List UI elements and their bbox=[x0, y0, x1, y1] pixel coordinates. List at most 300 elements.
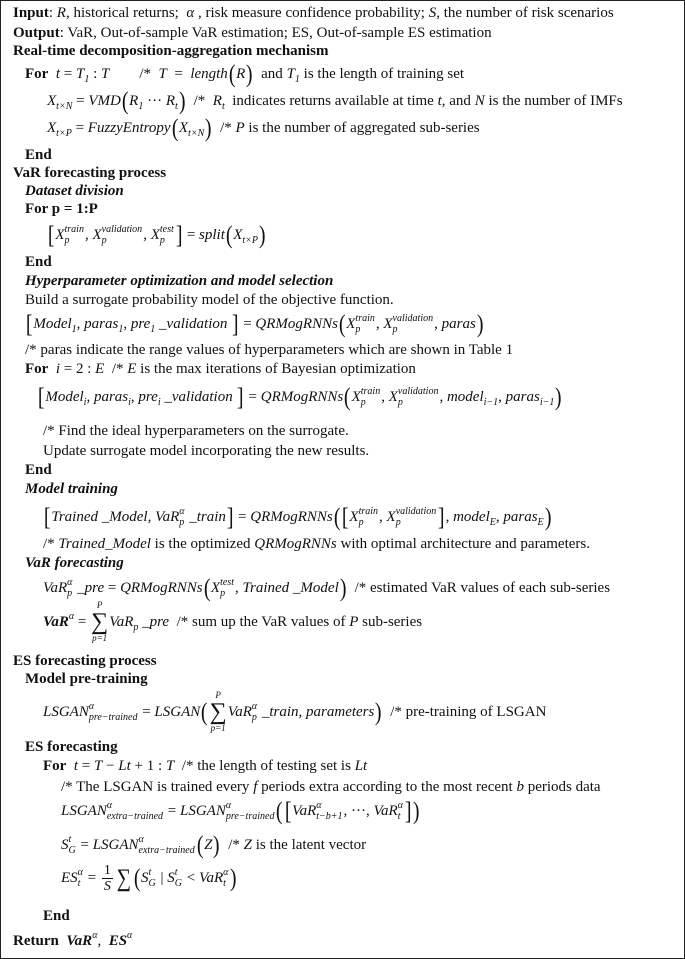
text: /* paras indicate the range values of hyperparameters which are shown in Table 1 bbox=[25, 341, 514, 358]
math-italic: pre bbox=[138, 388, 158, 405]
bold-text: End bbox=[25, 253, 52, 270]
math-italic: E bbox=[127, 360, 137, 377]
bracket: [ bbox=[341, 503, 349, 531]
math-italic: T bbox=[286, 65, 295, 82]
bold-text: ES forecasting process bbox=[13, 652, 157, 669]
text: is the number of IMFs bbox=[484, 92, 623, 109]
text: and bbox=[253, 65, 287, 82]
superscript: α bbox=[68, 610, 75, 622]
superscript: t bbox=[68, 834, 72, 845]
subscript: p bbox=[392, 324, 398, 335]
math-italic: QRMogRNNs bbox=[255, 315, 338, 332]
super-subscript bbox=[220, 577, 234, 599]
subscript: i−1 bbox=[483, 396, 499, 408]
bold-italic-text: VaR bbox=[66, 932, 93, 949]
bracket: ( bbox=[338, 310, 346, 338]
math-italic: paras bbox=[93, 388, 129, 405]
denominator: S bbox=[103, 878, 111, 894]
math-italic: X bbox=[47, 119, 57, 136]
math-italic: VaR bbox=[43, 579, 68, 596]
subscript: p bbox=[355, 324, 361, 335]
superscript: t bbox=[148, 867, 152, 878]
algorithm-line bbox=[13, 2, 614, 24]
superscript: train bbox=[358, 506, 379, 517]
super-subscript bbox=[65, 224, 84, 246]
math-italic: Z bbox=[204, 836, 213, 853]
bold-text: For p = 1:P bbox=[25, 200, 98, 217]
text: sub-series bbox=[358, 613, 423, 630]
math-italic: E bbox=[95, 360, 105, 377]
math-italic: paras bbox=[505, 388, 540, 405]
text: is the number of aggregated sub-series bbox=[244, 119, 480, 136]
math-italic: S bbox=[428, 4, 437, 21]
text: /* the length of testing set is bbox=[174, 757, 355, 774]
text: = bbox=[78, 757, 94, 774]
sum-lower-limit: p=1 bbox=[92, 633, 108, 643]
text: = bbox=[234, 508, 251, 525]
algorithm-line bbox=[61, 797, 421, 825]
text: , bbox=[234, 579, 243, 596]
text: Build a surrogate probability model of the objective function. bbox=[25, 291, 394, 308]
algorithm-line bbox=[25, 310, 484, 338]
text bbox=[48, 361, 56, 378]
text: /* bbox=[43, 535, 59, 552]
subscript: p bbox=[64, 235, 70, 246]
bracket: ∑ bbox=[116, 864, 131, 892]
math-italic: VMD bbox=[88, 92, 121, 109]
math-italic: T bbox=[93, 757, 103, 774]
super-subscript bbox=[78, 867, 83, 889]
subscript: G bbox=[148, 878, 156, 889]
superscript: validation bbox=[397, 386, 439, 397]
sum-lower-limit: p=1 bbox=[210, 723, 226, 733]
math-italic: X bbox=[383, 315, 393, 332]
math-italic: f bbox=[253, 778, 258, 795]
text: , ···, bbox=[343, 802, 374, 819]
subscript: t bbox=[223, 878, 226, 889]
super-subscript bbox=[398, 800, 403, 822]
bold-text: End bbox=[25, 461, 52, 478]
math-italic: split bbox=[199, 226, 225, 243]
math-italic: P bbox=[349, 613, 359, 630]
superscript: α bbox=[397, 800, 403, 811]
super-subscript bbox=[361, 386, 380, 408]
superscript: test bbox=[220, 577, 234, 588]
text: : VaR, Out-of-sample VaR estimation; ES, Out-of-sample ES estimation bbox=[59, 24, 492, 41]
subscript: t×N bbox=[188, 127, 205, 139]
text: /* bbox=[186, 92, 213, 109]
bracket: ) bbox=[213, 831, 220, 859]
math-italic: QRMogRNNs bbox=[120, 579, 203, 596]
algorithm-line bbox=[43, 440, 369, 462]
math-italic: pre bbox=[130, 315, 151, 332]
super-subscript bbox=[179, 506, 184, 528]
subscript: 1 bbox=[71, 323, 77, 335]
math-italic: t bbox=[73, 757, 78, 774]
math-italic: Lt bbox=[354, 757, 368, 774]
superscript: validation bbox=[101, 224, 143, 235]
superscript: α bbox=[92, 929, 98, 941]
text: , bbox=[130, 388, 139, 405]
math-italic: R bbox=[56, 4, 66, 21]
algorithm-line bbox=[25, 60, 465, 88]
math-italic: paras bbox=[84, 315, 119, 332]
math-italic: R bbox=[165, 92, 176, 109]
subscript: i bbox=[157, 396, 161, 408]
subscript: t×N bbox=[56, 100, 73, 112]
text: , bbox=[86, 388, 94, 405]
text: , risk measure confidence probability; bbox=[194, 4, 429, 21]
text: = bbox=[164, 802, 180, 819]
math-italic: paras bbox=[503, 508, 538, 525]
text bbox=[48, 66, 56, 83]
math-italic: FuzzyEntropy bbox=[87, 119, 171, 136]
text: periods extra according to the most recent bbox=[257, 778, 517, 795]
subscript: t bbox=[77, 878, 81, 889]
super-subscript bbox=[175, 867, 182, 889]
math-italic: X bbox=[346, 315, 356, 332]
bold-italic-text: Hyperparameter optimization and model selection bbox=[25, 272, 334, 289]
subscript: pre−trained bbox=[88, 712, 138, 723]
math-italic: R bbox=[236, 65, 246, 82]
sum-upper-limit: P bbox=[96, 600, 103, 610]
math-italic: S bbox=[61, 836, 69, 853]
bracket: [ bbox=[47, 221, 55, 249]
math-italic: VaR bbox=[292, 802, 317, 819]
math-italic: X bbox=[210, 579, 221, 596]
subscript: p bbox=[251, 712, 257, 723]
subscript: 1 bbox=[118, 323, 124, 335]
bracket: ( bbox=[225, 221, 233, 249]
bracket: ] bbox=[231, 310, 239, 338]
algorithm-line bbox=[25, 552, 124, 574]
bold-italic-text: Dataset division bbox=[25, 182, 124, 199]
algorithm-line bbox=[25, 289, 394, 311]
math-italic: VaR bbox=[227, 703, 252, 720]
super-subscript bbox=[398, 386, 439, 408]
math-italic: _train, parameters bbox=[258, 703, 375, 720]
superscript: α bbox=[88, 701, 95, 712]
algorithm-line bbox=[25, 358, 416, 380]
text: Update surrogate model incorporating the new results. bbox=[43, 442, 370, 459]
text: = bbox=[72, 92, 89, 109]
math-italic: _validation bbox=[160, 388, 237, 405]
math-italic: LSGAN bbox=[180, 802, 226, 819]
bracket: ) bbox=[476, 310, 484, 338]
text: + 1 : bbox=[130, 757, 166, 774]
math-italic: T bbox=[158, 65, 167, 82]
math-italic: Lt bbox=[118, 757, 131, 774]
math-italic: X bbox=[178, 119, 189, 136]
text: = bbox=[166, 65, 191, 82]
super-subscript bbox=[69, 834, 76, 856]
sigma-symbol: ∑ bbox=[209, 699, 227, 725]
subscript: G bbox=[68, 845, 76, 856]
math-italic: N bbox=[474, 92, 485, 109]
text: < bbox=[183, 869, 199, 886]
text: , bbox=[434, 315, 442, 332]
bracket: [ bbox=[25, 310, 33, 338]
text: = bbox=[104, 579, 121, 596]
math-italic: X bbox=[233, 226, 243, 243]
text: /* bbox=[220, 836, 244, 853]
text: , bbox=[84, 226, 93, 243]
math-italic: VaR bbox=[199, 869, 224, 886]
superscript: α bbox=[77, 867, 83, 878]
text: , the number of risk scenarios bbox=[436, 4, 614, 21]
subscript: pre−trained bbox=[225, 811, 275, 822]
text: , bbox=[143, 226, 151, 243]
algorithm-line bbox=[43, 420, 349, 442]
subscript: extra−trained bbox=[138, 845, 195, 856]
subscript: G bbox=[174, 878, 183, 889]
bold-italic-text: VaR bbox=[43, 613, 69, 630]
math-italic: QRMogRNNs bbox=[250, 508, 333, 525]
text: , bbox=[495, 508, 504, 525]
subscript: t bbox=[397, 811, 401, 822]
math-italic: R bbox=[129, 92, 139, 109]
algorithm-line bbox=[13, 930, 132, 952]
super-subscript bbox=[393, 313, 434, 335]
algorithm-line bbox=[25, 198, 98, 220]
text: , bbox=[375, 315, 384, 332]
super-subscript bbox=[396, 506, 437, 528]
subscript: 1 bbox=[138, 100, 144, 112]
math-italic: X bbox=[386, 508, 396, 525]
bracket: ( bbox=[228, 60, 236, 88]
superscript: test bbox=[159, 224, 174, 235]
algorithm-line bbox=[61, 831, 367, 859]
superscript: train bbox=[360, 386, 381, 397]
math-italic: S bbox=[167, 869, 175, 886]
algorithm-line bbox=[47, 114, 480, 142]
algorithm-line bbox=[37, 383, 563, 411]
text: /* bbox=[104, 360, 128, 377]
bracket: ) bbox=[555, 383, 562, 411]
math-italic: paras bbox=[441, 315, 476, 332]
math-italic: LSGAN bbox=[61, 802, 107, 819]
bracket: ( bbox=[333, 503, 341, 531]
math-italic: X bbox=[47, 92, 57, 109]
subscript: t bbox=[175, 100, 178, 112]
subscript: p bbox=[220, 588, 226, 599]
subscript: i bbox=[128, 396, 131, 408]
text: , bbox=[445, 508, 454, 525]
subscript: p bbox=[101, 235, 107, 246]
text bbox=[66, 758, 74, 775]
bracket: ] bbox=[175, 221, 183, 249]
text: = bbox=[244, 388, 261, 405]
text: = bbox=[83, 869, 100, 886]
subscript: p bbox=[395, 517, 401, 528]
numerator: 1 bbox=[103, 862, 111, 878]
math-italic: X bbox=[55, 226, 65, 243]
fraction bbox=[102, 863, 113, 894]
math-italic: t bbox=[55, 65, 60, 82]
superscript: validation bbox=[392, 313, 434, 324]
superscript: α bbox=[106, 800, 113, 811]
math-italic: T bbox=[100, 65, 110, 82]
bold-text: End bbox=[43, 907, 70, 924]
algorithm-line bbox=[43, 755, 367, 777]
subscript: 1 bbox=[150, 323, 156, 335]
text: is the latent vector bbox=[252, 836, 367, 853]
bracket: ( bbox=[171, 114, 179, 142]
math-italic: P bbox=[235, 119, 245, 136]
subscript: t×P bbox=[56, 127, 72, 139]
bold-italic-text: ES bbox=[108, 932, 128, 949]
subscript: p bbox=[67, 588, 73, 599]
math-italic: ES bbox=[61, 869, 78, 886]
math-italic: Model bbox=[45, 388, 84, 405]
text: /* sum up the VaR values of bbox=[169, 613, 350, 630]
text: , bbox=[498, 388, 506, 405]
text: , bbox=[76, 315, 85, 332]
text: periods data bbox=[523, 778, 601, 795]
super-subscript bbox=[107, 800, 163, 822]
text: : bbox=[89, 65, 101, 82]
math-italic: VaR bbox=[109, 613, 134, 630]
math-italic: _pre bbox=[73, 579, 105, 596]
text: , bbox=[97, 932, 109, 949]
algorithm-line bbox=[47, 221, 266, 249]
text: /* Find the ideal hyperparameters on the surrogate. bbox=[43, 422, 349, 439]
bracket: ( bbox=[121, 87, 129, 115]
text: , bbox=[381, 388, 389, 405]
math-italic: X bbox=[349, 508, 359, 525]
algorithm-line bbox=[43, 503, 552, 531]
math-italic: QRMogRNNs bbox=[254, 535, 337, 552]
math-italic: Trained _Model bbox=[242, 579, 339, 596]
super-subscript bbox=[67, 577, 72, 599]
text: /* bbox=[109, 65, 159, 82]
bracket: ] bbox=[438, 503, 445, 531]
bold-text: Return bbox=[13, 932, 59, 949]
math-italic: X bbox=[388, 388, 398, 405]
bold-text: End bbox=[25, 146, 52, 163]
subscript: t bbox=[221, 100, 225, 112]
text bbox=[59, 933, 67, 950]
subscript: p bbox=[133, 621, 139, 633]
text: , historical returns; bbox=[65, 4, 187, 21]
math-italic: T bbox=[165, 757, 175, 774]
superscript: α bbox=[316, 800, 322, 811]
text: = bbox=[76, 836, 93, 853]
subscript: 1 bbox=[294, 73, 300, 85]
bracket: ) bbox=[258, 221, 266, 249]
text: indicates returns available at time bbox=[224, 92, 438, 109]
bracket: ( bbox=[276, 797, 283, 825]
superscript: α bbox=[251, 701, 258, 712]
algorithm-line bbox=[43, 533, 590, 555]
text: is the optimized bbox=[150, 535, 255, 552]
algorithm-line bbox=[43, 905, 70, 927]
text: is the max iterations of Bayesian optimization bbox=[136, 360, 416, 377]
subscript: t−b+1 bbox=[316, 811, 343, 822]
algorithm-line bbox=[61, 862, 238, 894]
subscript: i bbox=[83, 396, 87, 408]
subscript: p bbox=[360, 397, 366, 408]
super-subscript bbox=[160, 224, 174, 246]
bracket: ( bbox=[201, 698, 208, 726]
text: /* pre-training of LSGAN bbox=[382, 703, 547, 720]
math-italic: model bbox=[446, 388, 484, 405]
math-italic: X bbox=[150, 226, 160, 243]
algorithm-line bbox=[25, 668, 148, 690]
bracket: ) bbox=[230, 864, 237, 892]
math-italic: LSGAN bbox=[154, 703, 201, 720]
bold-text: For bbox=[25, 360, 49, 377]
bracket: [ bbox=[37, 383, 45, 411]
superscript: α bbox=[138, 834, 144, 845]
bracket: ) bbox=[178, 87, 186, 115]
text: with optimal architecture and parameters. bbox=[336, 535, 590, 552]
math-italic: t bbox=[437, 92, 442, 109]
text: , bbox=[379, 508, 387, 525]
math-italic: _validation bbox=[155, 315, 232, 332]
math-italic: _pre bbox=[138, 613, 170, 630]
superscript: train bbox=[64, 224, 84, 235]
bracket: ) bbox=[413, 797, 420, 825]
text: = bbox=[60, 65, 76, 82]
text: is the length of training set bbox=[299, 65, 465, 82]
math-italic: LSGAN bbox=[43, 703, 89, 720]
algorithm-line bbox=[25, 478, 118, 500]
math-italic: length bbox=[190, 65, 228, 82]
text: | bbox=[156, 869, 168, 886]
superscript: α bbox=[223, 867, 229, 878]
bracket: ) bbox=[544, 503, 552, 531]
math-italic: Trained _Model, VaR bbox=[51, 508, 180, 525]
math-italic: T bbox=[75, 65, 85, 82]
text: /* bbox=[212, 119, 236, 136]
algorithm-line bbox=[47, 87, 623, 115]
math-italic: VaR bbox=[373, 802, 398, 819]
bracket: ) bbox=[339, 574, 347, 602]
algorithm-line bbox=[13, 40, 329, 62]
subscript: extra−trained bbox=[106, 811, 164, 822]
super-subscript bbox=[316, 800, 342, 822]
math-italic: Z bbox=[243, 836, 252, 853]
bracket: ( bbox=[133, 864, 141, 892]
superscript: α bbox=[67, 577, 73, 588]
subscript: E bbox=[537, 516, 544, 528]
algorithm-line bbox=[43, 574, 611, 602]
math-italic: model bbox=[453, 508, 490, 525]
subscript: p bbox=[179, 517, 185, 528]
math-italic: _train bbox=[185, 508, 226, 525]
text: = bbox=[74, 613, 91, 630]
super-subscript bbox=[252, 701, 257, 723]
bracket: ( bbox=[344, 383, 351, 411]
bracket: ) bbox=[375, 698, 382, 726]
text: , bbox=[439, 388, 447, 405]
bold-italic-text: Model training bbox=[25, 480, 118, 497]
subscript: 1 bbox=[84, 73, 90, 85]
superscript: α bbox=[179, 506, 185, 517]
math-italic: Model bbox=[33, 315, 72, 332]
text: = bbox=[71, 119, 88, 136]
text: /* estimated VaR values of each sub-series bbox=[347, 579, 611, 596]
summation bbox=[210, 691, 227, 733]
super-subscript bbox=[149, 867, 156, 889]
text: , and bbox=[441, 92, 475, 109]
super-subscript bbox=[89, 701, 138, 723]
bracket: ] bbox=[237, 383, 244, 411]
super-subscript bbox=[226, 800, 275, 822]
bracket: [ bbox=[284, 797, 292, 825]
subscript: p bbox=[358, 517, 364, 528]
